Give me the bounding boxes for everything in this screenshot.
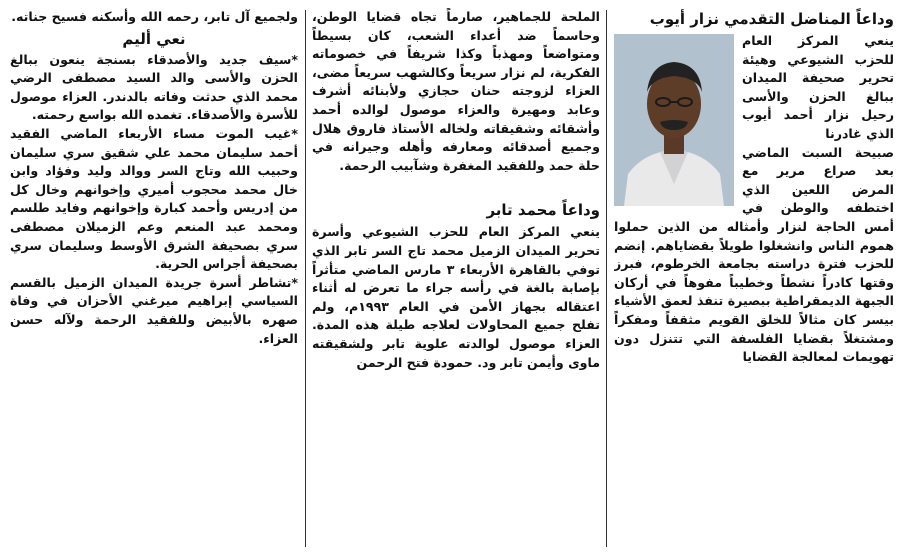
column-divider bbox=[305, 10, 306, 547]
spacer bbox=[312, 175, 600, 199]
portrait-photo-icon bbox=[614, 34, 734, 206]
obituary-item: *سيف جديد والأصدقاء بسنجة ينعون ببالغ الحزن والأسى والد السيد مصطفى الرضي محمد الذي حدثت وفاته بالدندر. العزاء موصول للأسرة والأصدقاء. تغمده الله بواسع رحمته. bbox=[10, 51, 298, 123]
left-column bbox=[10, 8, 298, 552]
headline-mohamed-taber: وداعاً محمد تابر bbox=[486, 201, 600, 220]
column-divider bbox=[606, 10, 607, 547]
middle-column bbox=[312, 8, 600, 552]
body-beside-photo: ينعي المركز العام للحزب الشيوعي وهيئة تحرير صحيفة الميدان ببالغ الحزن والأسى رحيل نزار أحمد أيوب الذي غادرنا bbox=[742, 33, 894, 141]
headline-nizar-ayoub: وداعاً المناضل التقدمي نزار أيوب bbox=[649, 10, 894, 28]
body-mohamed-taber: ينعي المركز العام للحزب الشيوعي وأسرة تحرير الميدان الزميل محمد تاج السر تابر الذي توفي بالقاهرة الأربعاء ٣ مارس الماضي متأثراً بإصابة بالغة في رأسه جراء ما تعرض له أثناء اعتقاله بجهاز الأمن في العام ١٩٩٣م، ولم تفلح جميع المحاولات لعلاجه طيلة هذه المدة. العزاء موصول لوالدته علوية تابر ولشقيقته ماوى وأيمن تابر ود. حمودة فتح الرحمن bbox=[312, 224, 600, 370]
taber-continuation: ولجميع آل تابر، رحمه الله وأسكنه فسيح جناته. bbox=[11, 9, 298, 24]
portrait-svg bbox=[614, 34, 734, 206]
obituary-item: *غيب الموت مساء الأربعاء الماضي الفقيد أحمد سليمان محمد علي شقيق سري سليمان وحبيب الله وتاج السر ووالد وليد وفؤاد وابن خال محمد محجوب أميري وإخوانهم وخال كل من إدريس وأحمد كبارة وإخوانهم وفايد طلسم ومحمد عبد المنعم وعم الزميلان مصطفى سري بصحيفة الشرق الأوسط وسليمان سري بصحيفة أجراس الحرية. bbox=[10, 125, 298, 272]
obituary-nizar-ayoub bbox=[614, 8, 894, 552]
subhead-painful-obituary: نعي أليم bbox=[122, 29, 186, 48]
obituary-item: *تشاطر أسرة جريدة الميدان الزميل بالقسم السياسي إبراهيم ميرغني الأحزان في وفاة صهره بالأبيض وللفقيد الرحمة ولآله حسن العزاء. bbox=[10, 274, 298, 346]
body-continued: صبيحة السبت الماضي بعد صراع مرير مع المرض اللعين الذي اختطفه والوطن في أمس الحاجة لنزار وأمثاله من الذين حملوا هموم الناس وانشغلوا طويلاً بقضاياهم. إنضم للحزب فترة دراسته بجامعة الخرطوم، فبرز وقتها كادراً نشطاً وخطيباً مفوهاً في أركان الجبهة الديمقراطية ببصيرة تنفذ لعمق الأشياء بيسر كان مثالاً للخلق القويم مثقفاً ومفكراً ومشتغلاً بقضايا الفلسفة التي تتنزل دون تهويمات لمعالجة القضايا bbox=[614, 144, 894, 365]
nizar-continuation: الملحة للجماهير، صارماً تجاه قضايا الوطن، وحاسماً ضد أعداء الشعب، كان بسيطاً ومتواضعاً ومهذباً وكذا شريفاً في خصوماته الفكرية، لم نزار سريعاً وكالشهب سريعاً مضى، العزاء لزوجته حنان حجازي ولأبنائه أشرف وعابد ومهيرة والعزاء موصول لوالده أحمد وأشقائه وشقيقاته ولخاله الأستاذ فاروق هلال وجميع أصدقائه ومعارفه وأهله وجيرانه في حلة حمد وللفقيد المغفرة وشآبيب الرحمة. bbox=[312, 9, 600, 173]
